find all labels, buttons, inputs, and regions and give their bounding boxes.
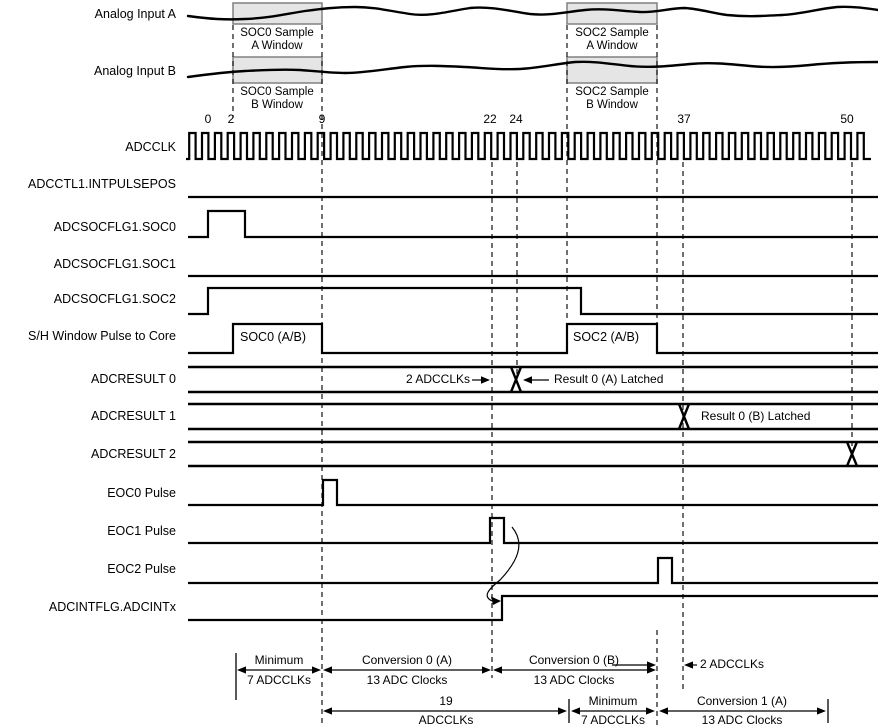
signal-label-socflg-soc1: ADCSOCFLG1.SOC1 bbox=[53, 257, 176, 271]
soc2-sample-a-window-label: SOC2 Sample A Window bbox=[575, 27, 649, 52]
clock-tick-24: 24 bbox=[509, 112, 523, 126]
dim-min-7adcclks-2-line2: 7 ADCCLKs bbox=[580, 713, 646, 727]
signal-label-adcresult1: ADCRESULT 1 bbox=[91, 409, 176, 423]
eoc0-pulse-waveform bbox=[188, 480, 878, 505]
signal-label-intpulsepos: ADCCTL1.INTPULSEPOS bbox=[28, 177, 176, 191]
dim-conversion0b-line2: 13 ADC Clocks bbox=[533, 673, 615, 687]
adcclk-waveform bbox=[186, 133, 871, 159]
signal-label-socflg-soc2: ADCSOCFLG1.SOC2 bbox=[53, 292, 176, 306]
result0b-latched-annotation: Result 0 (B) Latched bbox=[701, 409, 811, 423]
dim-19-adcclks-line1: 19 bbox=[439, 694, 453, 708]
dim-min-7adcclks-2-line1: Minimum bbox=[588, 694, 638, 708]
result1-latch-crossover bbox=[679, 404, 689, 429]
signal-label-adcclk: ADCCLK bbox=[125, 140, 176, 154]
latch-delay-b-annotation: 2 ADCCLKs bbox=[700, 657, 765, 671]
clock-tick-2: 2 bbox=[227, 112, 235, 126]
soc2-sample-b-window-label: SOC2 Sample B Window bbox=[575, 86, 649, 111]
soc0-sample-b-window-label: SOC0 Sample B Window bbox=[240, 86, 314, 111]
signal-label-adcintflg: ADCINTFLG.ADCINTx bbox=[48, 600, 176, 614]
dim-conversion1a-line1: Conversion 1 (A) bbox=[696, 694, 788, 708]
soc2-sample-a-window-box bbox=[567, 3, 657, 24]
latch-delay-a-annotation: 2 ADCCLKs bbox=[405, 372, 470, 386]
signal-label-eoc2-pulse: EOC2 Pulse bbox=[107, 562, 176, 576]
adcintflg-waveform bbox=[188, 596, 878, 620]
dim-conversion0b-line1: Conversion 0 (B) bbox=[528, 653, 620, 667]
signal-label-socflg-soc0: ADCSOCFLG1.SOC0 bbox=[53, 220, 176, 234]
soc0-sample-a-window-box bbox=[233, 3, 322, 24]
result0a-latched-annotation: Result 0 (A) Latched bbox=[554, 372, 664, 386]
signal-label-adcresult0: ADCRESULT 0 bbox=[91, 372, 176, 386]
signal-label-eoc1-pulse: EOC1 Pulse bbox=[107, 524, 176, 538]
dim-min-7adcclks-1-line1: Minimum bbox=[254, 653, 304, 667]
sh-pulse-soc2-label: SOC2 (A/B) bbox=[573, 330, 639, 344]
socflg-soc2-waveform bbox=[188, 288, 878, 314]
adcresult2-bus bbox=[188, 442, 878, 466]
signal-label-sh-window-pulse: S/H Window Pulse to Core bbox=[28, 329, 176, 343]
socflg-soc0-waveform bbox=[188, 211, 878, 237]
clock-tick-22: 22 bbox=[483, 112, 497, 126]
signal-label-analog-input-a: Analog Input A bbox=[94, 7, 176, 21]
dim-19-adcclks-line2: ADCCLKs bbox=[418, 713, 474, 727]
eoc1-pulse-waveform bbox=[188, 518, 878, 543]
eoc2-pulse-waveform bbox=[188, 558, 878, 583]
clock-tick-9: 9 bbox=[318, 112, 326, 126]
result0-latch-crossover bbox=[511, 367, 521, 392]
soc0-sample-a-window-label: SOC0 Sample A Window bbox=[240, 27, 314, 52]
clock-tick-0: 0 bbox=[204, 112, 212, 126]
signal-label-analog-input-b: Analog Input B bbox=[93, 64, 176, 78]
signal-label-adcresult2: ADCRESULT 2 bbox=[91, 447, 176, 461]
dim-conversion0a-line1: Conversion 0 (A) bbox=[361, 653, 453, 667]
dim-conversion0a-line2: 13 ADC Clocks bbox=[366, 673, 448, 687]
clock-tick-37: 37 bbox=[677, 112, 691, 126]
clock-tick-50: 50 bbox=[840, 112, 854, 126]
dim-min-7adcclks-1-line2: 7 ADCCLKs bbox=[246, 673, 312, 687]
sh-pulse-soc0-label: SOC0 (A/B) bbox=[240, 330, 306, 344]
dim-conversion1a-line2: 13 ADC Clocks bbox=[701, 713, 783, 727]
signal-label-eoc0-pulse: EOC0 Pulse bbox=[107, 486, 176, 500]
